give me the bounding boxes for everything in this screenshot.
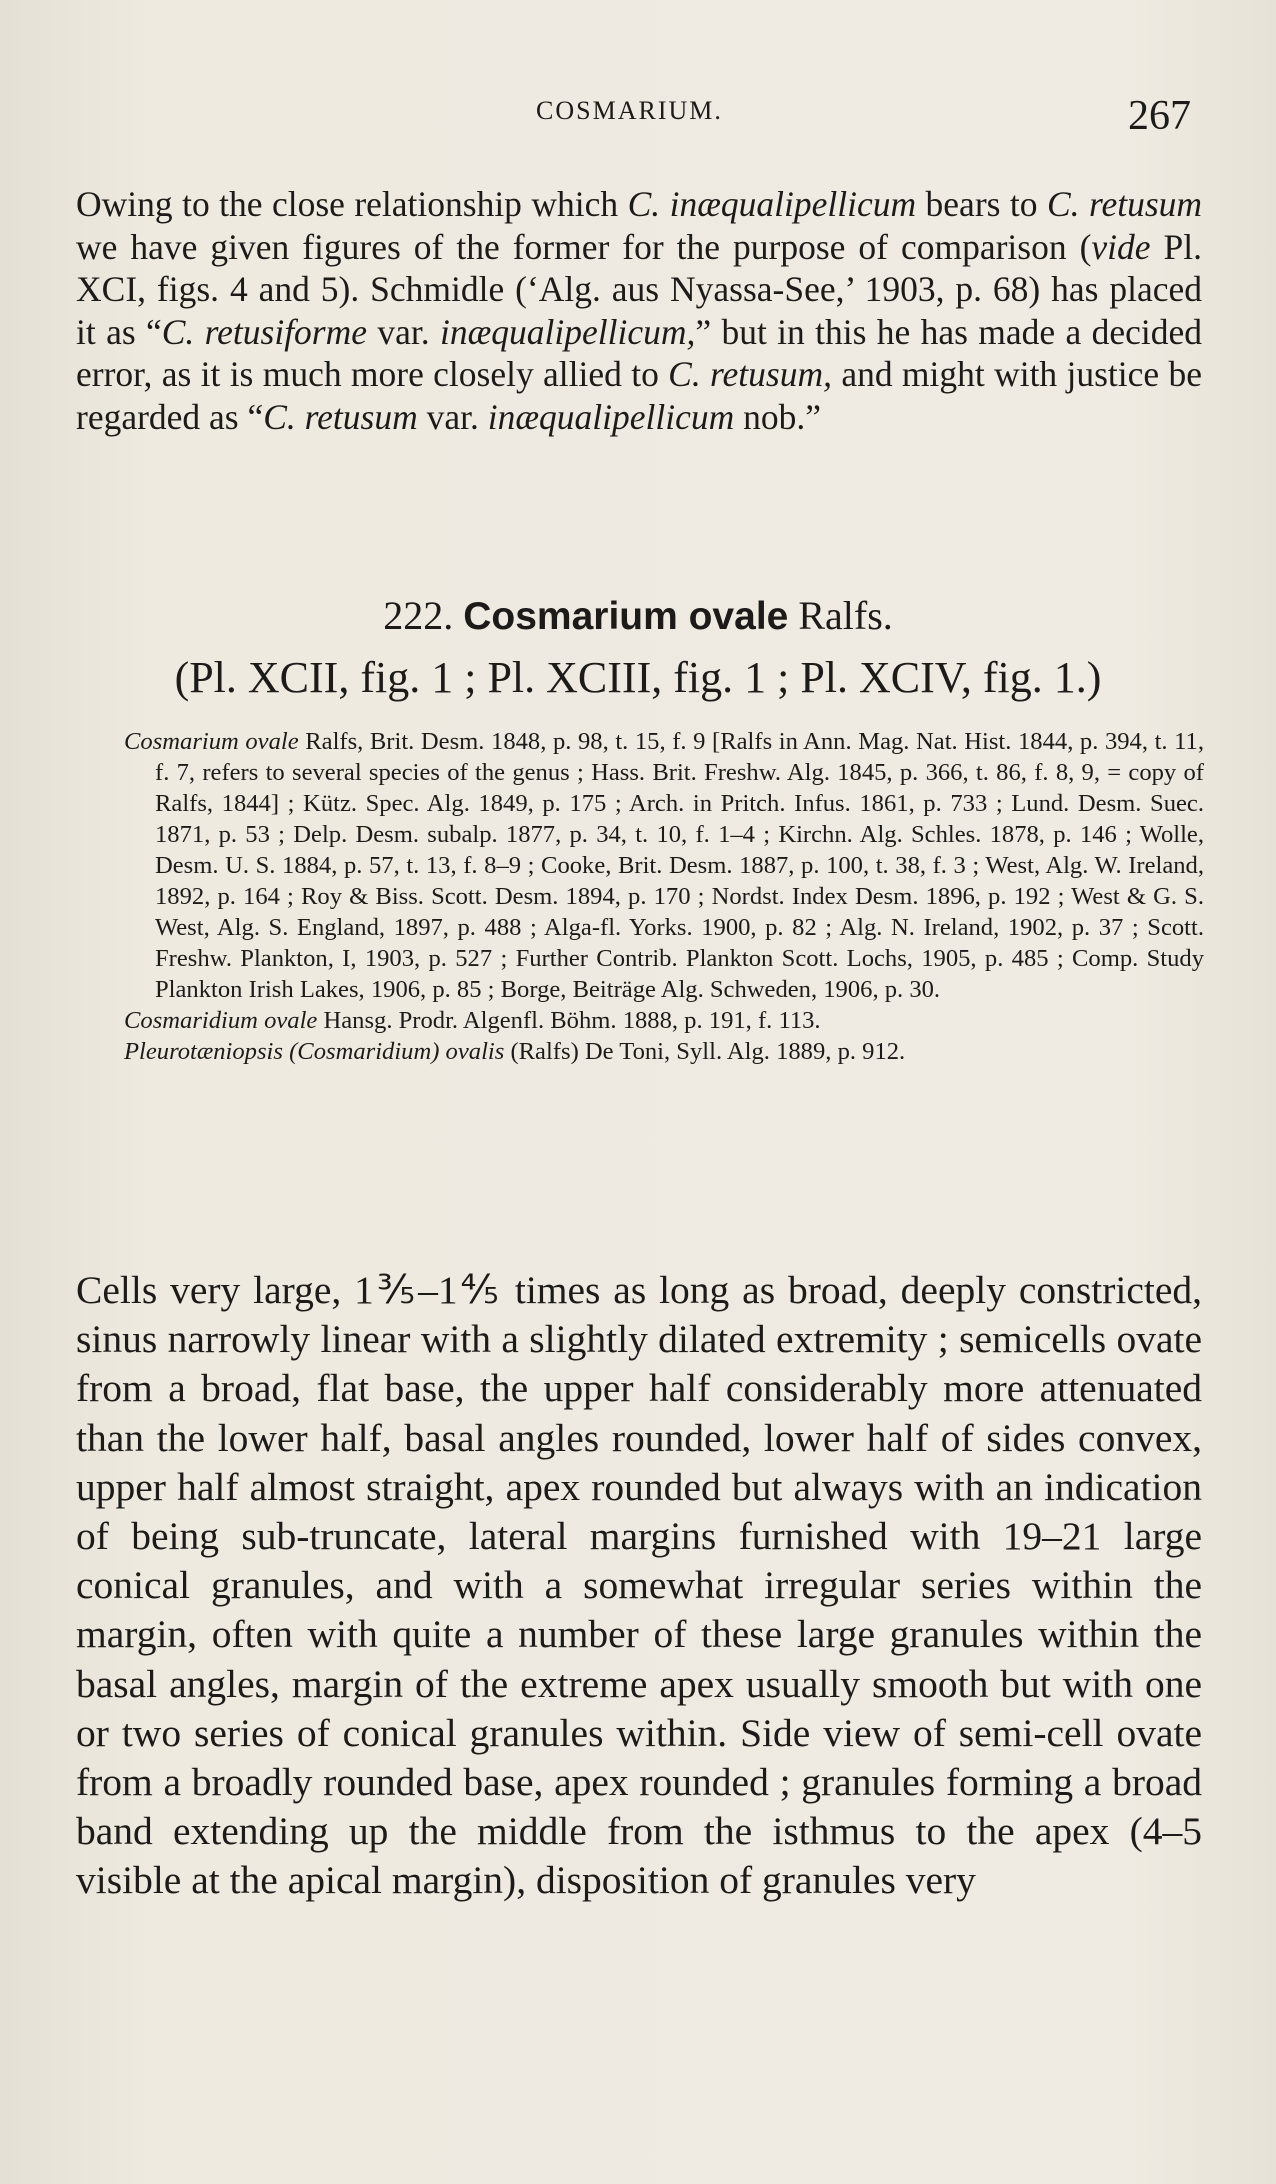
species-name: Cosmarium ovale [463,595,789,638]
running-head: COSMARIUM. [536,96,723,125]
intro-text: and might with justice be regarded as “ [76,354,1203,437]
latin-italic: vide [1091,226,1151,267]
plate-references: (Pl. XCII, fig. 1 ; Pl. XCIII, fig. 1 ; Pl. XCIV, fig. 1.) [174,653,1102,702]
synonym-name: Pleurotæniopsis (Cosmaridium) ovalis [124,1038,505,1065]
description-paragraph [76,1266,1202,1906]
intro-text: ” but in this he has made a decided error, as it is much more closely allied to [76,311,1202,394]
species-italic: C. retusiforme [161,311,368,352]
page-number: 267 [1128,93,1191,139]
synonym-name: Cosmaridium ovale [124,1007,318,1034]
intro-text: Pl. XCI, figs. 4 and 5). Schmidle (‘Alg. aus Nyassa-See,’ 1903, p. 68) has placed it as “ [76,226,1202,352]
species-italic: C. inæqualipellicum [627,184,917,224]
synonymy-block [124,726,1204,1067]
description-text: Cells very large, 1⅗–1⅘ times as long as broad, deeply constricted, sinus narrowly linear with a slightly dilated extremity ; semicells ovate from a broad, flat base, the upper half considerably more attenuated than the lower half, basal angles rounded, lower half of sides convex, upper half almost straight, apex rounded but always with an indication of being sub-truncate, lateral margins furnished with 19–21 large conical granules, and with a somewhat irregular series within the margin, often with quite a number of these large granules within the basal angles, margin of the extreme apex usually smooth but with one or two series of conical granules within. Side view of semi-cell ovate from a broadly rounded base, apex rounded ; granules forming a broad band extending up the middle from the isthmus to the apex (4–5 visible at the apical margin), disposition of granules very [76,1268,1202,1903]
species-italic: inæqualipellicum [487,396,735,437]
synonymy-entry [124,1036,1204,1067]
synonym-citation: Ralfs, Brit. Desm. 1848, p. 98, t. 15, f. 9 [Ralfs in Ann. Mag. Nat. Hist. 1844, p. 394, t. 11, f. 7, refers to several species of the genus ; Hass. Brit. Freshw. Alg. 1845, p. 366, t. 86, f. 8, 9, = copy of Ralfs, 1844] ; Kütz. Spec. Alg. 1849, p. 175 ; Arch. in Pritch. Infus. 1861, p. 733 ; Lund. Desm. Suec. 1871, p. 53 ; Delp. Desm. subalp. 1877, p. 34, t. 10, f. 1–4 ; Kirchn. Alg. Schles. 1878, p. 146 ; Wolle, Desm. U. S. 1884, p. 57, t. 13, f. 8–9 ; Cooke, Brit. Desm. 1887, p. 100, t. 38, f. 3 ; West, Alg. W. Ireland, 1892, p. 164 ; Roy & Biss. Scott. Desm. 1894, p. 170 ; Nordst. Index Desm. 1896, p. 192 ; West & G. S. West, Alg. S. England, 1897, p. 488 ; Alga-fl. Yorks. 1900, p. 82 ; Alg. N. Ireland, 1902, p. 37 ; Scott. Freshw. Plankton, I, 1903, p. 527 ; Further Contrib. Plankton Scott. Lochs, 1905, p. 485 ; Comp. Study Plankton Irish Lakes, 1906, p. 85 ; Borge, Beiträge Alg. Schweden, 1906, p. 30. [155,728,1205,1003]
species-italic: C. retusum [263,396,418,437]
synonymy-entry [124,1005,1204,1036]
species-number: 222. [383,593,454,638]
synonymy-entry [124,726,1204,1005]
species-italic: inæqualipellicum, [439,311,696,352]
species-author: Ralfs. [798,593,893,638]
synonym-citation: (Ralfs) De Toni, Syll. Alg. 1889, p. 912. [504,1038,906,1065]
intro-text: bears to [916,184,1047,224]
intro-text: var. [367,311,440,352]
species-italic: C. retusum [1046,184,1203,224]
synonym-citation: Hansg. Prodr. Algenfl. Böhm. 1888, p. 191, f. 113. [317,1007,821,1034]
intro-paragraph [76,183,1202,438]
intro-text: Owing to the close relationship which [76,184,628,224]
synonym-name: Cosmarium ovale [124,728,299,755]
intro-text: nob.” [734,396,822,437]
species-heading [0,592,1276,639]
intro-text: we have given figures of the former for the purpose of comparison ( [76,226,1092,267]
intro-text: var. [417,396,488,437]
species-italic: C. retusum, [668,354,832,394]
